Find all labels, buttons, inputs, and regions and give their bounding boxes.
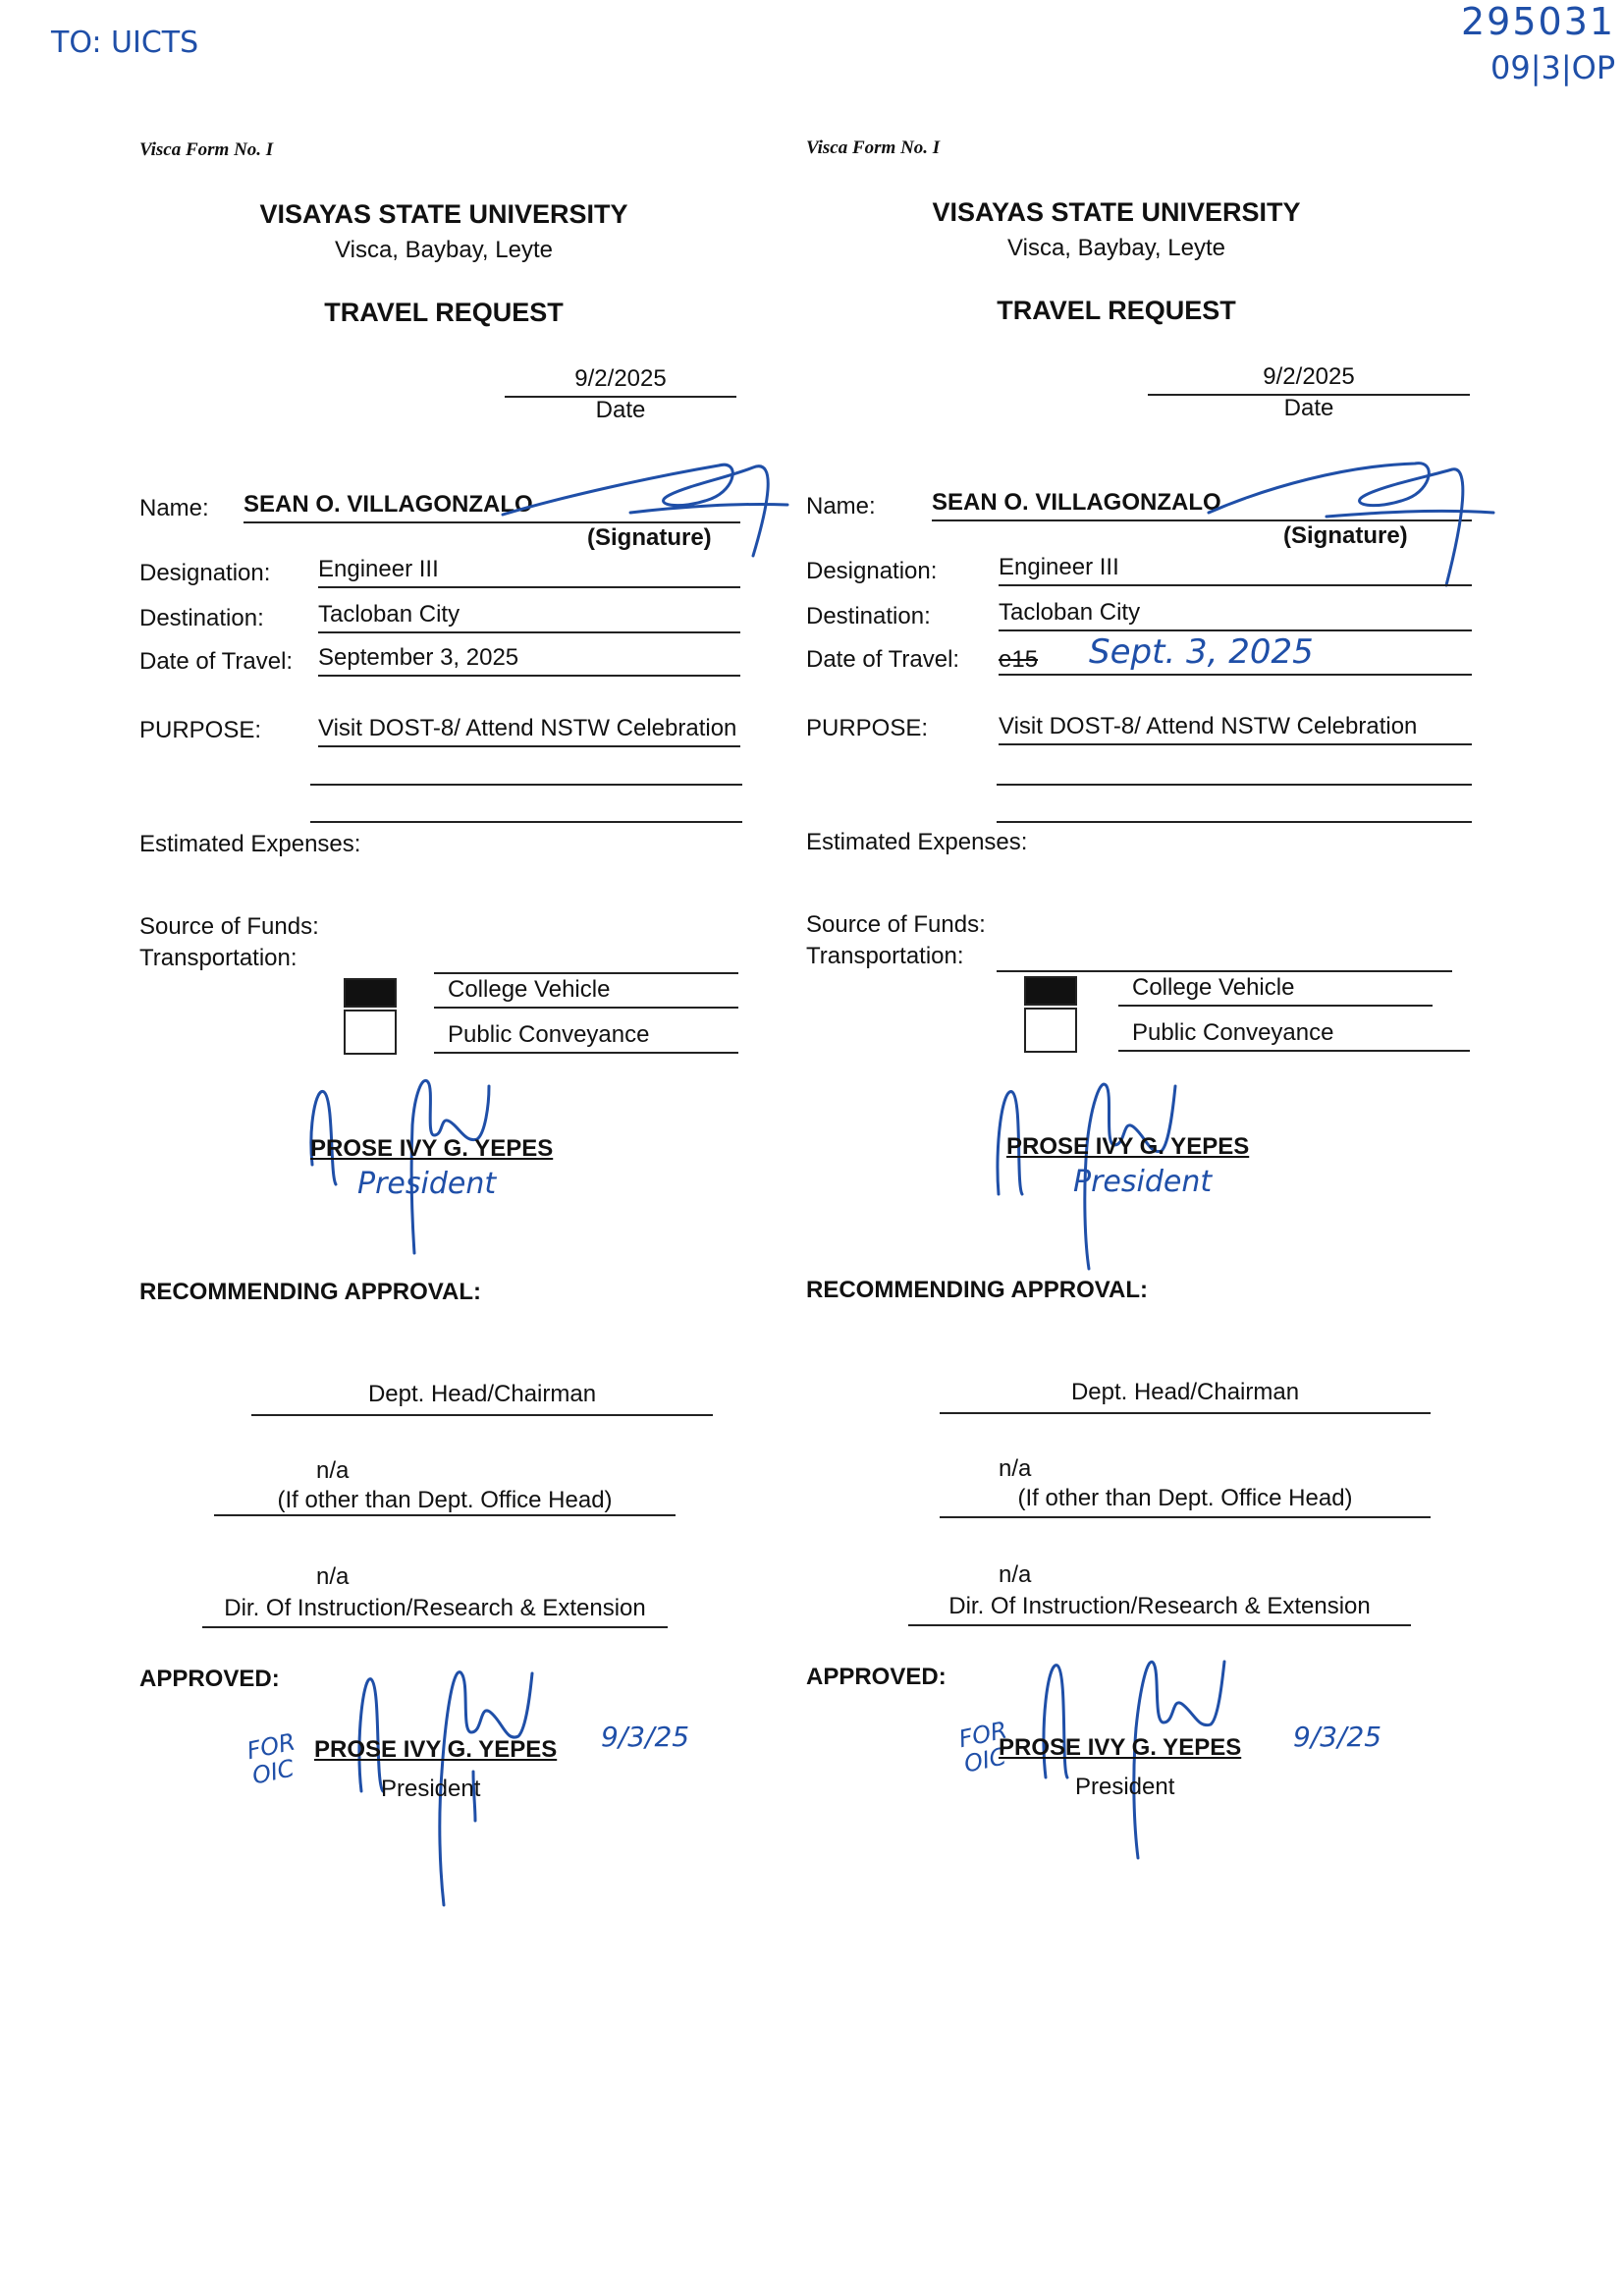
form-number: Visca Form No. I xyxy=(139,139,274,160)
designation-value: Engineer III xyxy=(318,556,740,588)
date-of-travel-value: September 3, 2025 xyxy=(318,644,740,677)
college-vehicle-label: College Vehicle xyxy=(434,976,738,1009)
margin-note-date: 09|3|OP xyxy=(1490,49,1616,86)
public-conveyance-label: Public Conveyance xyxy=(434,1021,738,1054)
transport-line xyxy=(997,970,1452,972)
destination-value: Tacloban City xyxy=(999,599,1472,631)
margin-note-number: 295031 xyxy=(1461,0,1616,43)
travel-request-form-left xyxy=(139,0,846,1964)
signature-label: (Signature) xyxy=(1283,522,1408,549)
director-value: n/a xyxy=(316,1563,350,1590)
date-label: Date xyxy=(1283,395,1334,421)
approver-name: PROSE IVY G. YEPES xyxy=(314,1736,558,1763)
approver-title: President xyxy=(381,1776,481,1802)
date-of-travel-field xyxy=(999,632,1472,676)
approver-name: PROSE IVY G. YEPES xyxy=(999,1734,1242,1761)
university-location: Visca, Baybay, Leyte xyxy=(1007,235,1225,261)
form-title: TRAVEL REQUEST xyxy=(324,298,564,327)
office-head-label: (If other than Dept. Office Head) xyxy=(940,1485,1431,1518)
approver-annotation: FOR OIC xyxy=(244,1727,298,1790)
estimated-expenses-label: Estimated Expenses: xyxy=(806,829,1028,855)
public-conveyance-checkbox[interactable] xyxy=(1024,1008,1077,1053)
endorser-handwritten-title: President xyxy=(1073,1165,1213,1199)
approver-annotation: FOR OIC xyxy=(956,1716,1010,1778)
approver-title: President xyxy=(1075,1774,1175,1800)
margin-note-recipient: TO: UICTS xyxy=(51,26,199,60)
date-of-travel-struck: e15 xyxy=(999,646,1039,673)
destination-value: Tacloban City xyxy=(318,601,740,633)
purpose-line-2 xyxy=(997,784,1472,786)
purpose-line-3 xyxy=(997,821,1472,823)
purpose-line-3 xyxy=(310,821,742,823)
office-head-label: (If other than Dept. Office Head) xyxy=(214,1487,676,1516)
director-value: n/a xyxy=(999,1561,1032,1588)
date-of-travel-label: Date of Travel: xyxy=(139,648,294,675)
purpose-label: PURPOSE: xyxy=(806,715,929,741)
college-vehicle-checkbox[interactable] xyxy=(1024,976,1077,1006)
name-value: SEAN O. VILLAGONZALO xyxy=(932,489,1472,521)
name-label: Name: xyxy=(139,495,209,521)
purpose-value: Visit DOST-8/ Attend NSTW Celebration xyxy=(999,713,1472,745)
transport-line xyxy=(434,972,738,974)
designation-label: Designation: xyxy=(139,560,271,586)
date-label: Date xyxy=(595,397,646,423)
purpose-label: PURPOSE: xyxy=(139,717,262,743)
source-of-funds-label: Source of Funds: xyxy=(806,911,986,938)
name-value: SEAN O. VILLAGONZALO xyxy=(244,491,740,523)
public-conveyance-label: Public Conveyance xyxy=(1118,1019,1470,1052)
date-of-travel-label: Date of Travel: xyxy=(806,646,960,673)
date-of-travel-handwritten: Sept. 3, 2025 xyxy=(1089,632,1314,672)
destination-label: Destination: xyxy=(806,603,931,629)
university-location: Visca, Baybay, Leyte xyxy=(335,237,553,263)
form-title: TRAVEL REQUEST xyxy=(997,296,1236,325)
office-head-value: n/a xyxy=(316,1457,350,1484)
university-name: VISAYAS STATE UNIVERSITY xyxy=(259,199,628,229)
purpose-line-2 xyxy=(310,784,742,786)
estimated-expenses-label: Estimated Expenses: xyxy=(139,831,361,857)
director-label: Dir. Of Instruction/Research & Extension xyxy=(202,1595,668,1628)
approved-label: APPROVED: xyxy=(806,1664,947,1690)
travel-request-form-right xyxy=(806,0,1513,1964)
signature-label: (Signature) xyxy=(587,524,712,551)
destination-label: Destination: xyxy=(139,605,264,631)
university-name: VISAYAS STATE UNIVERSITY xyxy=(932,197,1301,227)
dept-head-label: Dept. Head/Chairman xyxy=(940,1379,1431,1414)
college-vehicle-checkbox[interactable] xyxy=(344,978,397,1008)
endorser-handwritten-title: President xyxy=(357,1167,497,1201)
approver-date-handwritten: 9/3/25 xyxy=(1293,1721,1382,1753)
college-vehicle-label: College Vehicle xyxy=(1118,974,1433,1007)
public-conveyance-checkbox[interactable] xyxy=(344,1010,397,1055)
source-of-funds-label: Source of Funds: xyxy=(139,913,319,940)
transportation-label: Transportation: xyxy=(806,943,964,969)
dept-head-label: Dept. Head/Chairman xyxy=(251,1381,713,1416)
office-head-value: n/a xyxy=(999,1455,1032,1482)
date-value: 9/2/2025 xyxy=(505,365,736,398)
director-label: Dir. Of Instruction/Research & Extension xyxy=(908,1593,1411,1626)
purpose-value: Visit DOST-8/ Attend NSTW Celebration xyxy=(318,715,740,747)
recommending-approval-label: RECOMMENDING APPROVAL: xyxy=(806,1277,1148,1303)
designation-label: Designation: xyxy=(806,558,938,584)
designation-value: Engineer III xyxy=(999,554,1472,586)
name-label: Name: xyxy=(806,493,876,519)
endorser-name: PROSE IVY G. YEPES xyxy=(310,1135,554,1162)
endorser-name: PROSE IVY G. YEPES xyxy=(1006,1133,1250,1160)
approver-date-handwritten: 9/3/25 xyxy=(601,1721,690,1753)
form-number: Visca Form No. I xyxy=(806,137,941,158)
transportation-label: Transportation: xyxy=(139,945,298,971)
approver-signature xyxy=(326,1634,581,1909)
approved-label: APPROVED: xyxy=(139,1666,280,1692)
date-value: 9/2/2025 xyxy=(1148,363,1470,396)
recommending-approval-label: RECOMMENDING APPROVAL: xyxy=(139,1279,481,1305)
